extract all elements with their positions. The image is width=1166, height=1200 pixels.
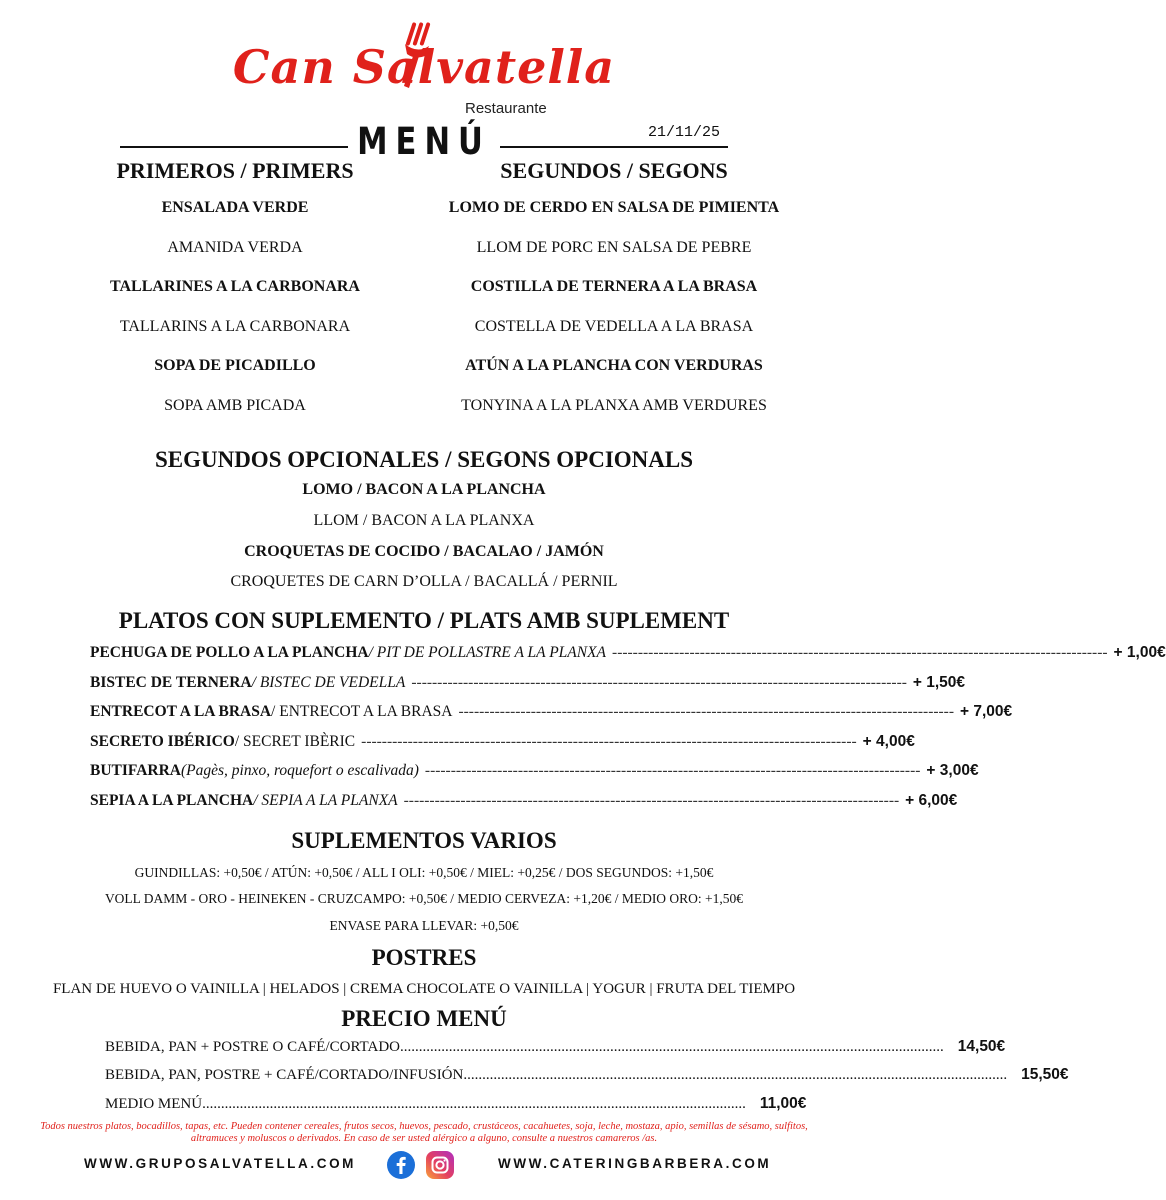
website-link-salvatella[interactable]: WWW.GRUPOSALVATELLA.COM bbox=[84, 1156, 357, 1171]
suplemento-name: PECHUGA DE POLLO A LA PLANCHA bbox=[90, 644, 369, 661]
opcionales-dish-ca: LLOM / BACON A LA PLANXA bbox=[313, 512, 535, 529]
brand-subtitle: Restaurante bbox=[465, 100, 547, 117]
leader-dots: ................................................................................................................................................. bbox=[202, 1096, 746, 1112]
postres-heading: POSTRES bbox=[371, 945, 477, 970]
menu-date: 21/11/25 bbox=[648, 124, 721, 141]
segundos-dish-ca: LLOM DE PORC EN SALSA DE PEBRE bbox=[476, 239, 752, 256]
leader-dots: ------------------------------------------------------------------------------------------------ bbox=[424, 762, 921, 779]
leader-dots: ------------------------------------------------------------------------------------------------ bbox=[411, 674, 907, 691]
precio-label: BEBIDA, PAN, POSTRE + CAFÉ/CORTADO/INFUSIÓN bbox=[105, 1067, 464, 1083]
precio-heading: PRECIO MENÚ bbox=[341, 1006, 507, 1031]
primeros-dish-ca: AMANIDA VERDA bbox=[167, 239, 303, 256]
precio-row bbox=[105, 1066, 1069, 1084]
suplemento-name: BISTEC DE TERNERA bbox=[90, 674, 252, 691]
primeros-heading: PRIMEROS / PRIMERS bbox=[116, 158, 354, 183]
opcionales-dish-ca: CROQUETES DE CARN D’OLLA / BACALLÁ / PERNIL bbox=[230, 573, 618, 590]
precio-label: BEBIDA, PAN + POSTRE O CAFÉ/CORTADO bbox=[105, 1039, 401, 1055]
leader-dots: ................................................................................................................................................. bbox=[400, 1039, 944, 1055]
primeros-dish-es: ENSALADA VERDE bbox=[161, 199, 309, 216]
suplemento-price: + 4,00€ bbox=[862, 733, 915, 750]
leader-dots: ................................................................................................................................................. bbox=[463, 1067, 1008, 1083]
segundos-dish-es: ATÚN A LA PLANCHA CON VERDURAS bbox=[465, 357, 763, 374]
instagram-icon[interactable] bbox=[426, 1151, 454, 1179]
suplemento-translation: (Pagès, pinxo, roquefort o escalivada) bbox=[181, 762, 419, 779]
suplemento-name: SEPIA A LA PLANCHA bbox=[90, 792, 254, 809]
suplemento-row bbox=[90, 703, 1013, 721]
website-link-catering[interactable]: WWW.CATERINGBARBERA.COM bbox=[498, 1156, 772, 1171]
suplemento-translation: / SECRET IBÈRIC bbox=[234, 733, 356, 750]
page-title: MENÚ bbox=[357, 120, 491, 164]
varios-line: VOLL DAMM - ORO - HEINEKEN - CRUZCAMPO: +0,50€ / MEDIO CERVEZA: +1,20€ / MEDIO ORO: +1,50€ bbox=[104, 891, 744, 906]
varios-heading: SUPLEMENTOS VARIOS bbox=[291, 828, 557, 853]
brand-logo: Can Salvatella bbox=[232, 40, 616, 94]
segundos-dish-es: LOMO DE CERDO EN SALSA DE PIMIENTA bbox=[448, 199, 780, 216]
segundos-dish-ca: COSTELLA DE VEDELLA A LA BRASA bbox=[474, 318, 754, 335]
suplemento-price: + 1,00€ bbox=[1113, 644, 1166, 661]
primeros-dish-es: TALLARINES A LA CARBONARA bbox=[110, 278, 360, 295]
precio-label: MEDIO MENÚ bbox=[105, 1096, 203, 1112]
suplemento-price: + 7,00€ bbox=[960, 703, 1013, 720]
segundos-dish-ca: TONYINA A LA PLANXA AMB VERDURES bbox=[461, 397, 767, 414]
suplemento-heading: PLATOS CON SUPLEMENTO / PLATS AMB SUPLEMENT bbox=[118, 608, 730, 633]
suplemento-translation: / SEPIA A LA PLANXA bbox=[253, 792, 398, 809]
leader-dots: ------------------------------------------------------------------------------------------------ bbox=[612, 644, 1108, 661]
opcionales-heading: SEGUNDOS OPCIONALES / SEGONS OPCIONALS bbox=[154, 447, 694, 472]
suplemento-price: + 3,00€ bbox=[926, 762, 979, 779]
precio-row bbox=[105, 1038, 1006, 1056]
segundos-heading: SEGUNDOS / SEGONS bbox=[500, 158, 728, 183]
suplemento-row bbox=[90, 674, 966, 692]
leader-dots: ------------------------------------------------------------------------------------------------ bbox=[458, 703, 954, 720]
suplemento-translation: / PIT DE POLLASTRE A LA PLANXA bbox=[368, 644, 607, 661]
suplemento-name: SECRETO IBÉRICO bbox=[90, 733, 235, 750]
primeros-dish-es: SOPA DE PICADILLO bbox=[154, 357, 316, 374]
opcionales-dish-es: CROQUETAS DE COCIDO / BACALAO / JAMÓN bbox=[244, 543, 604, 560]
primeros-dish-ca: TALLARINS A LA CARBONARA bbox=[119, 318, 351, 335]
suplemento-price: + 6,00€ bbox=[905, 792, 958, 809]
precio-price: 14,50€ bbox=[957, 1038, 1006, 1055]
precio-price: 11,00€ bbox=[759, 1095, 807, 1112]
suplemento-price: + 1,50€ bbox=[912, 674, 966, 691]
varios-line: ENVASE PARA LLEVAR: +0,50€ bbox=[329, 918, 519, 933]
suplemento-row bbox=[90, 792, 958, 810]
precio-row bbox=[105, 1095, 807, 1113]
leader-dots: ------------------------------------------------------------------------------------------------ bbox=[403, 792, 900, 809]
segundos-dish-es: COSTILLA DE TERNERA A LA BRASA bbox=[470, 278, 758, 295]
suplemento-row bbox=[90, 762, 979, 780]
primeros-dish-ca: SOPA AMB PICADA bbox=[164, 397, 306, 414]
leader-dots: ------------------------------------------------------------------------------------------------ bbox=[361, 733, 857, 750]
suplemento-row bbox=[90, 644, 1166, 662]
suplemento-name: BUTIFARRA bbox=[90, 762, 181, 779]
allergen-note: Todos nuestros platos, bocadillos, tapas, etc. Pueden contener cereales, frutos secos, huevos, pescado, crustáceos, cacahuetes, soja, leche, mostaza, apio, semillas de sésamo, sulfitos, altramuces y moluscos o derivados. En caso de ser usted alérgico a alguno, consulte a nuestros camareros /as. bbox=[40, 1121, 808, 1144]
suplemento-row bbox=[90, 733, 915, 751]
opcionales-dish-es: LOMO / BACON A LA PLANCHA bbox=[302, 481, 546, 498]
postres-line: FLAN DE HUEVO O VAINILLA | HELADOS | CREMA CHOCOLATE O VAINILLA | YOGUR | FRUTA DEL TIEMPO bbox=[52, 981, 796, 997]
facebook-icon[interactable] bbox=[387, 1151, 415, 1179]
suplemento-translation: / BISTEC DE VEDELLA bbox=[251, 674, 406, 691]
suplemento-translation: / ENTRECOT A LA BRASA bbox=[271, 703, 453, 720]
varios-line: GUINDILLAS: +0,50€ / ATÚN: +0,50€ / ALL I OLI: +0,50€ / MIEL: +0,25€ / DOS SEGUNDOS: +1,50€ bbox=[134, 865, 714, 880]
precio-price: 15,50€ bbox=[1021, 1066, 1069, 1083]
suplemento-name: ENTRECOT A LA BRASA bbox=[90, 703, 272, 720]
